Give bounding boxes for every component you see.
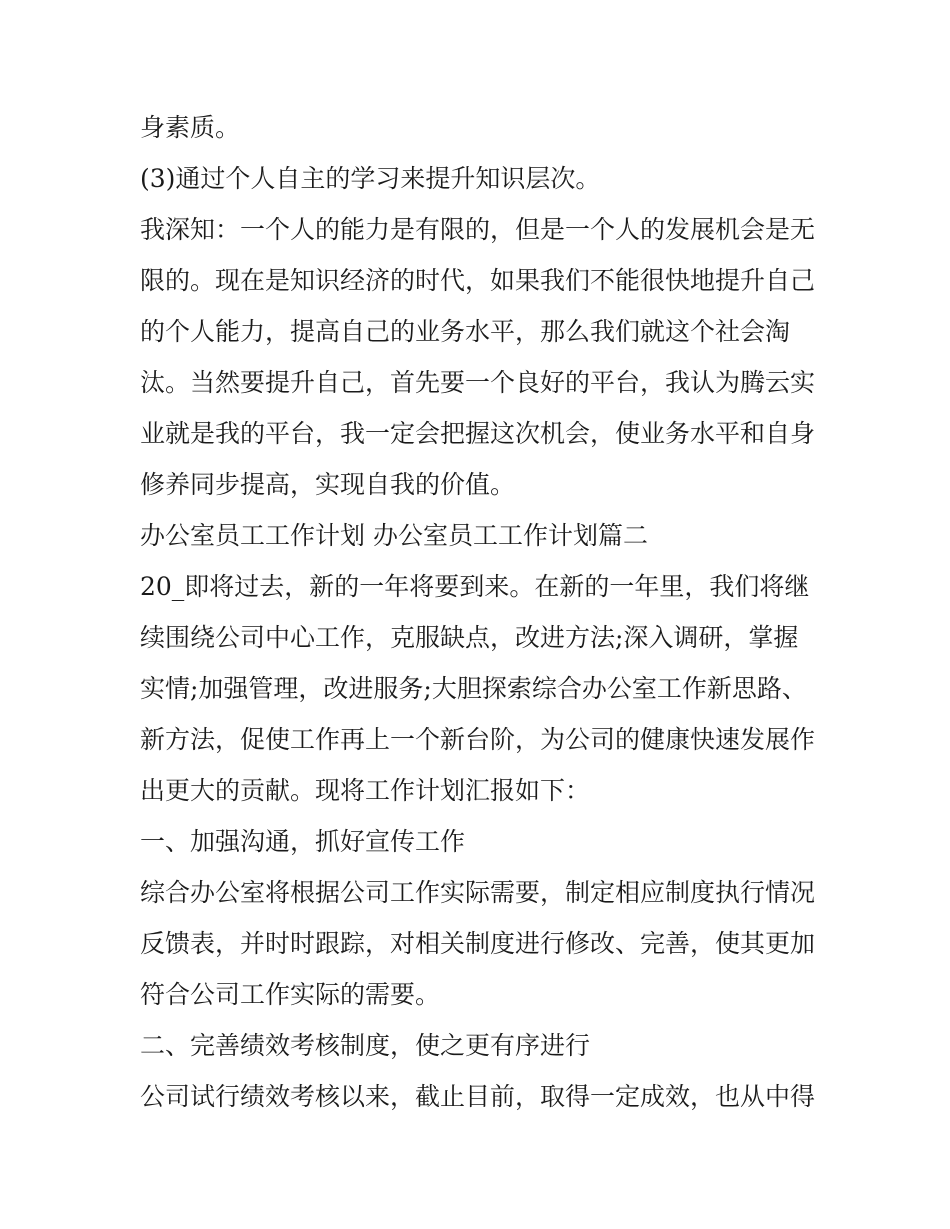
text-line: 的个人能力，提高自己的业务水平，那么我们就这个社会淘 (140, 317, 791, 346)
text-line: 出更大的贡献。现将工作计划汇报如下： (140, 776, 591, 805)
text-line: 实情;加强管理，改进服务;大胆探索综合办公室工作新思路、 (140, 674, 807, 703)
section-heading: 一、加强沟通，抓好宣传工作 (140, 827, 466, 856)
text-line: 符合公司工作实际的需要。 (140, 980, 441, 1009)
text-line: 业就是我的平台，我一定会把握这次机会，使业务水平和自身 (140, 419, 816, 448)
text-line: 续围绕公司中心工作，克服缺点，改进方法;深入调研，掌握 (140, 623, 799, 652)
text-line: 20_即将过去，新的一年将要到来。在新的一年里，我们将继 (140, 572, 810, 601)
text-line: 反馈表，并时时跟踪，对相关制度进行修改、完善，使其更加 (140, 929, 816, 958)
section-heading: 办公室员工工作计划 办公室员工工作计划篇二 (140, 521, 648, 550)
text-line: 身素质。 (140, 113, 241, 142)
text-line: 限的。现在是知识经济的时代，如果我们不能很快地提升自己 (140, 266, 816, 295)
text-line: 综合办公室将根据公司工作实际需要，制定相应制度执行情况 (140, 878, 816, 907)
text-line: 新方法，促使工作再上一个新台阶，为公司的健康快速发展作 (140, 725, 816, 754)
text-line: 修养同步提高，实现自我的价值。 (140, 470, 516, 499)
text-line: (3)通过个人自主的学习来提升知识层次。 (140, 164, 601, 193)
text-line: 公司试行绩效考核以来，截止目前，取得一定成效，也从中得 (140, 1082, 816, 1111)
text-line: 我深知：一个人的能力是有限的，但是一个人的发展机会是无 (140, 215, 816, 244)
section-heading: 二、完善绩效考核制度，使之更有序进行 (140, 1031, 591, 1060)
text-line: 汰。当然要提升自己，首先要一个良好的平台，我认为腾云实 (140, 368, 816, 397)
